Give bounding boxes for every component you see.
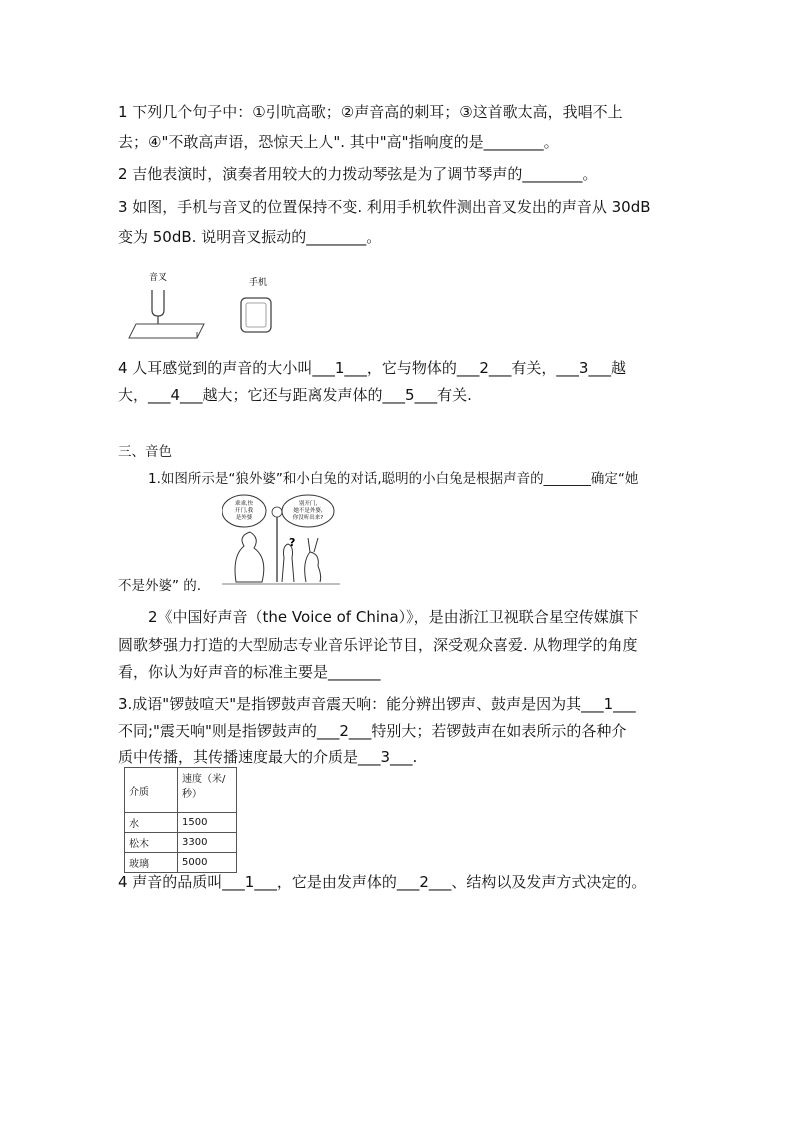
phone-label: 手机 bbox=[248, 278, 268, 288]
table-header-speed: 速度（米/秒） bbox=[178, 768, 237, 813]
s3-q3-line1: 3.成语"锣鼓喧天"是指锣鼓声音震天响：能分辨出锣声、鼓声是因为其___1___ bbox=[118, 695, 636, 713]
s3-q1-line2: 不是外婆” 的. bbox=[118, 578, 202, 594]
rabbit-figure bbox=[305, 538, 321, 582]
table-cell-medium: 玻璃 bbox=[125, 853, 178, 873]
wolf-rabbit-cartoon bbox=[222, 494, 340, 586]
s3-q4: 4 声音的品质叫___1___，它是由发声体的___2___、结构以及发声方式决定的。 bbox=[118, 873, 647, 891]
sound-speed-table-wrap bbox=[124, 767, 237, 873]
tuning-fork-icon bbox=[152, 290, 164, 316]
table-header-row bbox=[125, 768, 237, 813]
s3-q2-line2: 圆歌梦强力打造的大型励志专业音乐评论节目，深受观众喜爱. 从物理学的角度 bbox=[118, 636, 638, 654]
table-header-medium: 介质 bbox=[125, 768, 178, 813]
svg-text:开门,我: 开门,我 bbox=[234, 508, 254, 514]
question-mark: ? bbox=[289, 536, 296, 549]
svg-text:乖乖,快: 乖乖,快 bbox=[234, 501, 254, 507]
table-cell-speed: 3300 bbox=[178, 833, 237, 853]
s2-q1-line1: 1 下列几个句子中：①引吭高歌；②声音高的刺耳；③这首歌太高，我唱不上 bbox=[118, 103, 623, 121]
sound-speed-table bbox=[124, 767, 237, 873]
svg-text:别开门,: 别开门, bbox=[298, 501, 318, 507]
s3-q3-line2: 不同;"震天响"则是指锣鼓声的___2___特别大；若锣鼓声在如表所示的各种介 bbox=[118, 722, 627, 740]
svg-text:你没听出来?: 你没听出来? bbox=[292, 515, 324, 521]
svg-text:她不是外婆,: 她不是外婆, bbox=[293, 508, 323, 514]
s2-q4-line1: 4 人耳感觉到的声音的大小叫___1___，它与物体的___2___有关，___3___越 bbox=[118, 359, 626, 377]
table-row bbox=[125, 833, 237, 853]
s3-q2-line1: 2《中国好声音（the Voice of China）》，是由浙江卫视联合星空传媒旗下 bbox=[148, 608, 639, 626]
tuning-fork-phone-drawing bbox=[128, 268, 298, 346]
wolf-rabbit-drawing bbox=[222, 494, 340, 586]
s3-q3-line3: 质中传播，其传播速度最大的介质是___3___. bbox=[118, 748, 418, 766]
s2-q2: 2 吉他表演时，演奏者用较大的力拨动琴弦是为了调节琴声的________。 bbox=[118, 165, 598, 183]
s2-q4-line2: 大，___4___越大；它还与距离发声体的___5___有关. bbox=[118, 386, 472, 404]
table-cell-medium: 松木 bbox=[125, 833, 178, 853]
s3-q2-line3: 看，你认为好声音的标准主要是_______ bbox=[118, 663, 381, 681]
table-row bbox=[125, 813, 237, 833]
tuning-fork-phone-figure bbox=[128, 268, 298, 346]
s2-q1-line2: 去；④"不敢高声语，恐惊天上人". 其中"高"指响度的是________。 bbox=[118, 133, 559, 151]
tuning-fork-label: 音叉 bbox=[148, 273, 168, 283]
table-row bbox=[125, 853, 237, 873]
table-cell-speed: 5000 bbox=[178, 853, 237, 873]
wolf-figure bbox=[235, 532, 264, 582]
s2-q3-line1: 3 如图，手机与音叉的位置保持不变. 利用手机软件测出音叉发出的声音从 30dB bbox=[118, 198, 651, 216]
table-cell-speed: 1500 bbox=[178, 813, 237, 833]
table-cell-medium: 水 bbox=[125, 813, 178, 833]
stand-base bbox=[129, 324, 204, 338]
s3-q1-line1: 1.如图所示是“狼外婆”和小白兔的对话,聪明的小白兔是根据声音的_______确定“她 bbox=[148, 471, 639, 487]
s3-heading: 三、音色 bbox=[118, 444, 172, 460]
svg-text:是外婆: 是外婆 bbox=[235, 515, 253, 521]
s2-q3-line2: 变为 50dB. 说明音叉振动的________。 bbox=[118, 228, 382, 246]
